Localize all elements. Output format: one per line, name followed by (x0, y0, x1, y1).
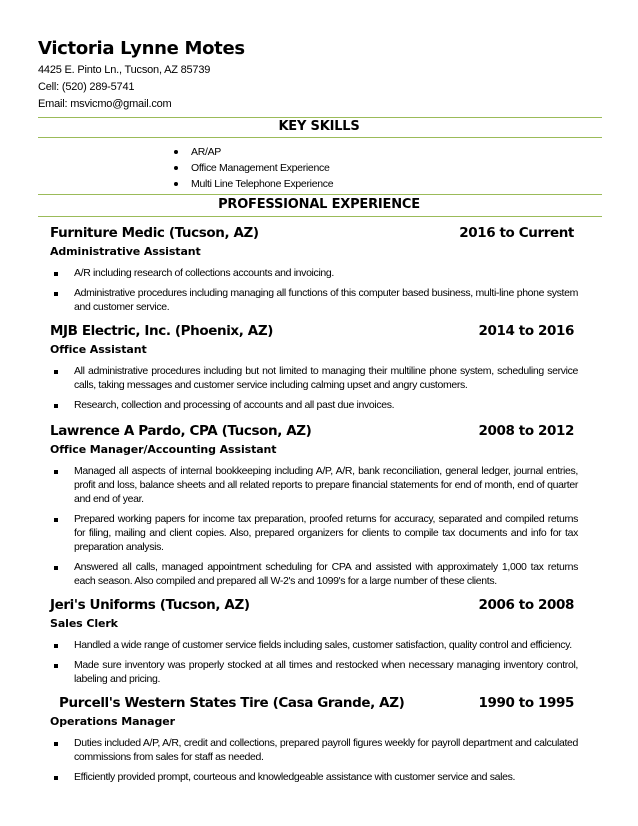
bullet-icon (54, 272, 58, 276)
skills-list (174, 144, 333, 192)
email: Email: msvicmo@gmail.com (38, 98, 172, 110)
skill-item: Multi Line Telephone Experience (174, 176, 333, 192)
job-bullet: All administrative procedures including but not limited to managing their multiline phone system, scheduling service calls, taking messages and customer service including calming upset and angry customers. (50, 364, 578, 392)
job-entry (50, 323, 578, 412)
bullet-icon (54, 664, 58, 668)
job-title: Sales Clerk (50, 617, 118, 630)
bullet-icon (174, 150, 178, 154)
job-bullet: Duties included A/P, A/R, credit and collections, prepared payroll figures weekly for payroll department and calculated commissions from sales for staff as needed. (50, 736, 578, 764)
phone: Cell: (520) 289-5741 (38, 81, 135, 93)
job-years: 2006 to 2008 (478, 597, 574, 613)
bullet-icon (54, 518, 58, 522)
bullet-icon (54, 776, 58, 780)
job-bullet: Prepared working papers for income tax preparation, proofed returns for accuracy, separated and compiled returns for filing, mailing and client copies. Also, prepared organizers for clients to compile tax documents and info for tax preparation analysis. (50, 512, 578, 554)
job-title: Operations Manager (50, 715, 175, 728)
job-bullet: A/R including research of collections accounts and invoicing. (50, 266, 578, 280)
bullet-icon (54, 370, 58, 374)
job-years: 2008 to 2012 (478, 423, 574, 439)
company-name: Furniture Medic (Tucson, AZ) (50, 225, 259, 241)
address: 4425 E. Pinto Ln., Tucson, AZ 85739 (38, 64, 211, 76)
job-title: Office Assistant (50, 343, 147, 356)
experience-heading: PROFESSIONAL EXPERIENCE (218, 197, 420, 212)
job-bullet: Made sure inventory was properly stocked at all times and restocked when necessary managing inventory control, labeling and pricing. (50, 658, 578, 686)
job-bullet: Efficiently provided prompt, courteous and knowledgeable assistance with customer service and sales. (50, 770, 578, 784)
divider (38, 216, 602, 217)
skill-item: AR/AP (174, 144, 333, 160)
key-skills-heading: KEY SKILLS (278, 119, 360, 134)
job-entry (50, 597, 578, 686)
bullet-icon (174, 166, 178, 170)
job-bullet: Managed all aspects of internal bookkeeping including A/P, A/R, bank reconciliation, general ledger, journal entries, profit and loss, balance sheets and all related reports to prepare financial statements for end of month, end of quarter and end of year. (50, 464, 578, 506)
job-bullet: Research, collection and processing of accounts and all past due invoices. (50, 398, 578, 412)
bullet-icon (54, 742, 58, 746)
bullet-icon (54, 404, 58, 408)
job-bullet: Administrative procedures including managing all functions of this computer based business, multi-line phone system and customer service. (50, 286, 578, 314)
job-entry (50, 695, 578, 784)
company-name: Jeri's Uniforms (Tucson, AZ) (50, 597, 250, 613)
divider (38, 194, 602, 195)
bullet-icon (54, 566, 58, 570)
divider (38, 137, 602, 138)
company-name: MJB Electric, Inc. (Phoenix, AZ) (50, 323, 273, 339)
skill-item: Office Management Experience (174, 160, 333, 176)
job-years: 2014 to 2016 (478, 323, 574, 339)
job-bullet: Answered all calls, managed appointment scheduling for CPA and assisted with approximately 1,000 tax returns each season. Also compiled and prepared all W-2's and 1099's for a large number of these clients. (50, 560, 578, 588)
bullet-icon (54, 292, 58, 296)
job-title: Administrative Assistant (50, 245, 201, 258)
company-name: Lawrence A Pardo, CPA (Tucson, AZ) (50, 423, 312, 439)
candidate-name: Victoria Lynne Motes (38, 38, 245, 59)
job-bullet: Handled a wide range of customer service fields including sales, customer satisfaction, quality control and efficiency. (50, 638, 578, 652)
job-entry (50, 423, 578, 588)
job-title: Office Manager/Accounting Assistant (50, 443, 277, 456)
bullet-icon (54, 644, 58, 648)
job-years: 2016 to Current (459, 225, 574, 241)
bullet-icon (174, 182, 178, 186)
job-years: 1990 to 1995 (478, 695, 574, 711)
job-entry (50, 225, 578, 314)
company-name: Purcell's Western States Tire (Casa Grande, AZ) (59, 695, 405, 711)
bullet-icon (54, 470, 58, 474)
divider (38, 117, 602, 118)
